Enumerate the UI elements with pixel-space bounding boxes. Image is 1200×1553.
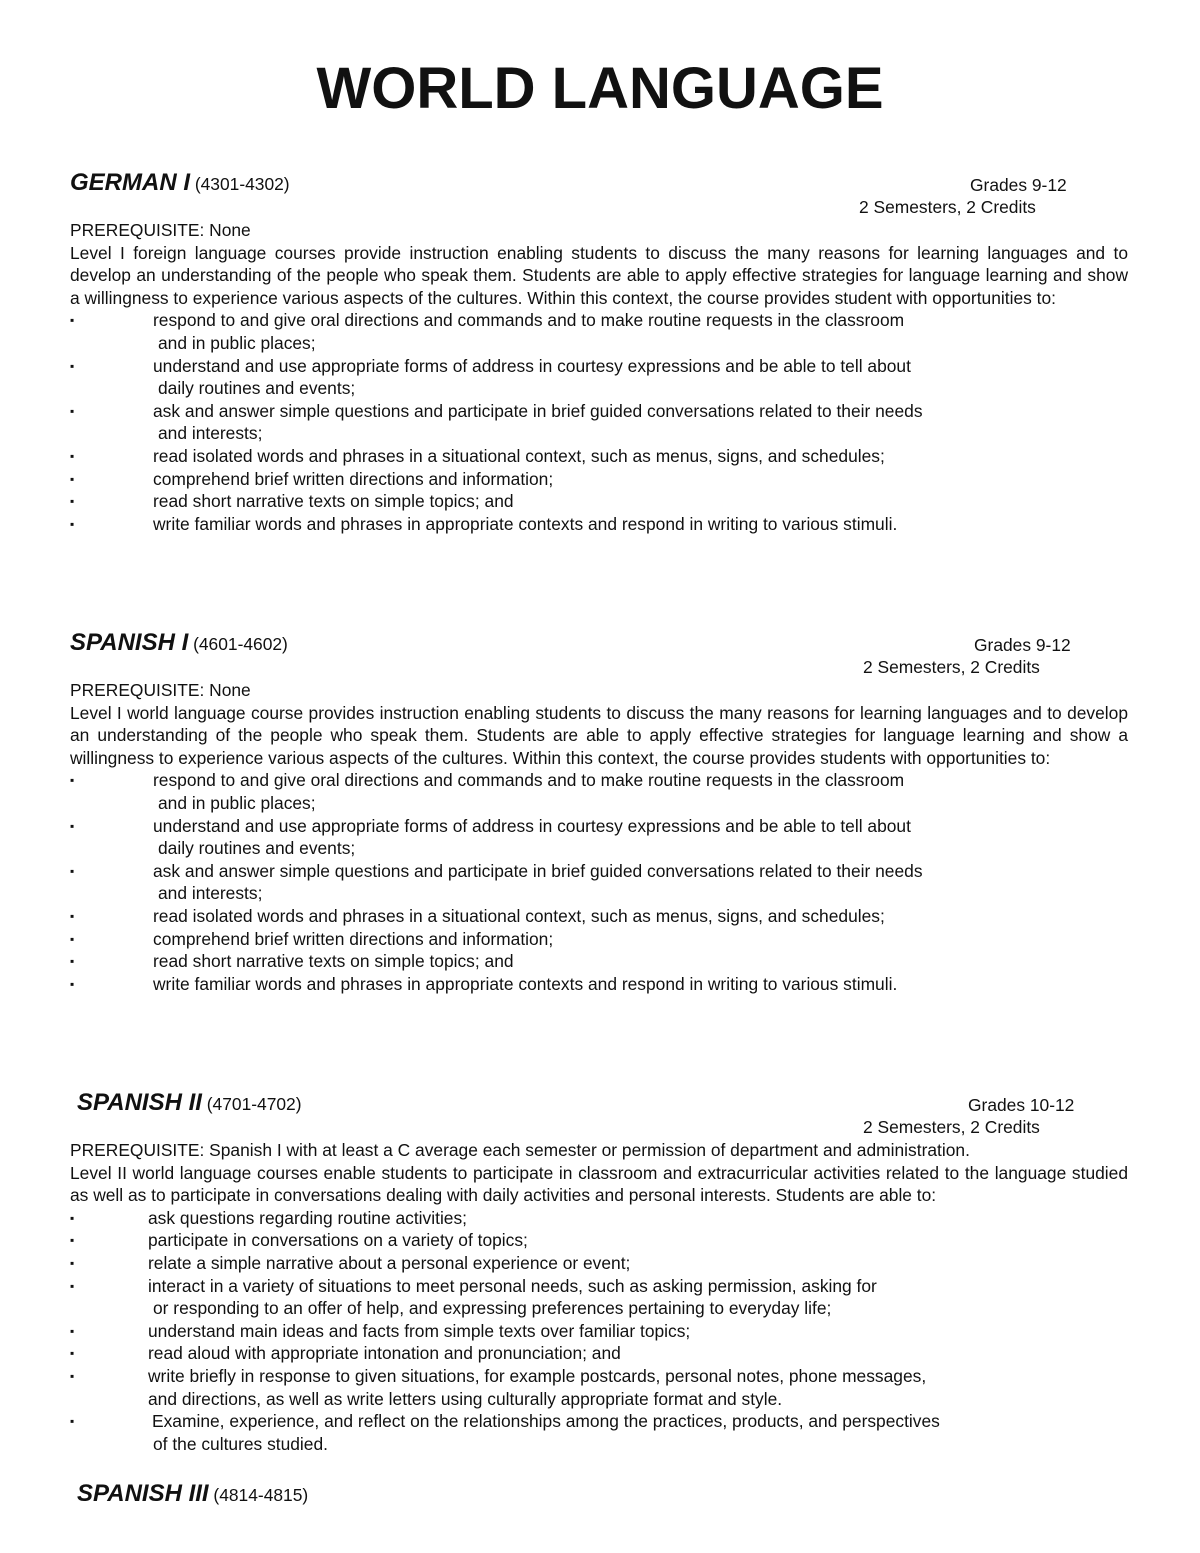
list-item-continuation: and in public places; [158, 792, 316, 813]
bullet-icon: ▪ [70, 471, 75, 486]
list-item-text: write briefly in response to given situations, for example postcards, personal notes, phone messages, [148, 1365, 927, 1386]
bullet-icon: ▪ [70, 516, 75, 531]
course-grades: Grades 10-12 [968, 1095, 1075, 1115]
bullet-icon: ▪ [70, 403, 75, 418]
bullet-icon: ▪ [70, 1414, 75, 1429]
objectives-list [70, 309, 1128, 535]
list-item-continuation: daily routines and events; [158, 838, 356, 859]
course-section-german-1 [70, 170, 1128, 535]
list-item [70, 1275, 1128, 1320]
list-item-text: understand and use appropriate forms of address in courtesy expressions and be able to tell about [153, 815, 911, 836]
course-grades: Grades 9-12 [974, 635, 1071, 655]
list-item-text: ask questions regarding routine activities; [148, 1207, 468, 1228]
list-item [70, 1207, 1128, 1230]
course-description: Level I world language course provides instruction enabling students to discuss the many reasons for learning languages and to develop an understanding of the people who speak them. Students are able to apply effective strategies for language learning and show a willingness to experience various aspects of the cultures. Within this context, the course provides students with opportunities to: [70, 702, 1128, 768]
list-item-text: read aloud with appropriate intonation and pronunciation; and [148, 1343, 621, 1364]
list-item-text: understand and use appropriate forms of address in courtesy expressions and be able to tell about [153, 355, 911, 376]
course-section-spanish-2 [70, 1090, 1128, 1455]
bullet-icon: ▪ [70, 931, 75, 946]
bullet-icon: ▪ [70, 1368, 75, 1383]
course-description: Level I foreign language courses provide instruction enabling students to discuss the many reasons for learning languages and to develop an understanding of the people who speak them. Students are able to apply effective strategies for language learning and show a willingness to experience various aspects of the cultures. Within this context, the course provides student with opportunities to: [70, 242, 1128, 308]
bullet-icon: ▪ [70, 1255, 75, 1270]
list-item [70, 928, 1128, 951]
list-item-text: understand main ideas and facts from simple texts over familiar topics; [148, 1320, 691, 1341]
course-header [70, 1090, 1128, 1116]
bullet-icon: ▪ [70, 448, 75, 463]
list-item-text: read short narrative texts on simple topics; and [153, 491, 514, 512]
bullet-icon: ▪ [70, 976, 75, 991]
course-header [70, 170, 1128, 196]
course-credits: 2 Semesters, 2 Credits [859, 197, 1036, 217]
list-item-text: respond to and give oral directions and commands and to make routine requests in the classroom [153, 770, 905, 791]
bullet-icon: ▪ [70, 954, 75, 969]
list-item-continuation: and in public places; [158, 332, 316, 353]
course-header [70, 630, 1128, 656]
course-header [70, 1481, 1128, 1507]
list-item-text: interact in a variety of situations to meet personal needs, such as asking permission, asking for [148, 1275, 877, 1296]
list-item [70, 1252, 1128, 1275]
bullet-icon: ▪ [70, 1210, 75, 1225]
list-item [70, 400, 1128, 445]
list-item-text: ask and answer simple questions and participate in brief guided conversations related to their needs [153, 860, 923, 881]
list-item [70, 860, 1128, 905]
course-credits: 2 Semesters, 2 Credits [863, 1117, 1040, 1137]
list-item [70, 769, 1128, 814]
course-prerequisite: PREREQUISITE: None [70, 680, 251, 700]
list-item-text: comprehend brief written directions and information; [153, 468, 554, 489]
list-item [70, 1229, 1128, 1252]
list-item-text: write familiar words and phrases in appropriate contexts and respond in writing to various stimuli. [153, 513, 898, 534]
course-code: (4301-4302) [194, 174, 290, 194]
bullet-icon: ▪ [70, 313, 75, 328]
course-credits: 2 Semesters, 2 Credits [863, 657, 1040, 677]
page-title: WORLD LANGUAGE [316, 56, 884, 121]
bullet-icon: ▪ [70, 1233, 75, 1248]
list-item [70, 445, 1128, 468]
course-section-spanish-3 [70, 1481, 1128, 1507]
list-item [70, 815, 1128, 860]
list-item-text: respond to and give oral directions and commands and to make routine requests in the classroom [153, 310, 905, 331]
list-item-text: read isolated words and phrases in a situational context, such as menus, signs, and schedules; [153, 905, 885, 926]
list-item-text: Examine, experience, and reflect on the relationships among the practices, products, and perspectives [152, 1411, 940, 1432]
list-item [70, 973, 1128, 996]
list-item [70, 905, 1128, 928]
course-section-spanish-1 [70, 630, 1128, 995]
course-code: (4601-4602) [193, 634, 288, 654]
list-item-text: write familiar words and phrases in appropriate contexts and respond in writing to various stimuli. [153, 973, 898, 994]
list-item-continuation: of the cultures studied. [153, 1433, 328, 1454]
course-grades: Grades 9-12 [970, 175, 1067, 195]
list-item [70, 1320, 1128, 1343]
course-name: SPANISH II [77, 1089, 202, 1116]
bullet-icon: ▪ [70, 494, 75, 509]
course-description: Level II world language courses enable students to participate in classroom and extracurricular activities related to the language studied as well as to participate in conversations dealing with daily activities and personal interests. Students are able to: [70, 1162, 1128, 1206]
bullet-icon: ▪ [70, 773, 75, 788]
course-code: (4814-4815) [213, 1485, 309, 1505]
list-item [70, 490, 1128, 513]
list-item [70, 1365, 1128, 1410]
bullet-icon: ▪ [70, 863, 75, 878]
list-item-continuation: and interests; [158, 883, 263, 904]
course-prerequisite: PREREQUISITE: None [70, 220, 251, 240]
bullet-icon: ▪ [70, 908, 75, 923]
list-item [70, 468, 1128, 491]
course-name: GERMAN I [70, 169, 190, 196]
list-item-text: read isolated words and phrases in a situational context, such as menus, signs, and schedules; [153, 445, 885, 466]
list-item [70, 1342, 1128, 1365]
bullet-icon: ▪ [70, 1323, 75, 1338]
list-item-continuation: daily routines and events; [158, 378, 356, 399]
course-name: SPANISH III [77, 1480, 209, 1507]
list-item [70, 1410, 1128, 1455]
bullet-icon: ▪ [70, 1346, 75, 1361]
list-item-text: ask and answer simple questions and participate in brief guided conversations related to their needs [153, 400, 923, 421]
list-item-text: participate in conversations on a variety of topics; [148, 1230, 528, 1251]
objectives-list [70, 1207, 1128, 1456]
list-item [70, 513, 1128, 536]
list-item-text: comprehend brief written directions and information; [153, 928, 554, 949]
bullet-icon: ▪ [70, 1278, 75, 1293]
bullet-icon: ▪ [70, 358, 75, 373]
course-code: (4701-4702) [206, 1094, 302, 1114]
list-item-text: read short narrative texts on simple topics; and [153, 951, 514, 972]
objectives-list [70, 769, 1128, 995]
course-prerequisite: PREREQUISITE: Spanish I with at least a C average each semester or permission of department and administration. [70, 1140, 970, 1160]
credits-line [70, 1116, 1128, 1139]
course-name: SPANISH I [70, 629, 189, 656]
bullet-icon: ▪ [70, 818, 75, 833]
list-item-continuation: and interests; [158, 423, 263, 444]
list-item [70, 950, 1128, 973]
list-item-text: relate a simple narrative about a personal experience or event; [148, 1252, 631, 1273]
list-item-continuation: or responding to an offer of help, and expressing preferences pertaining to everyday life; [153, 1298, 832, 1319]
list-item-continuation: and directions, as well as write letters using culturally appropriate format and style. [148, 1388, 783, 1409]
list-item [70, 355, 1128, 400]
list-item [70, 309, 1128, 354]
credits-line [70, 656, 1128, 679]
credits-line [70, 196, 1128, 219]
